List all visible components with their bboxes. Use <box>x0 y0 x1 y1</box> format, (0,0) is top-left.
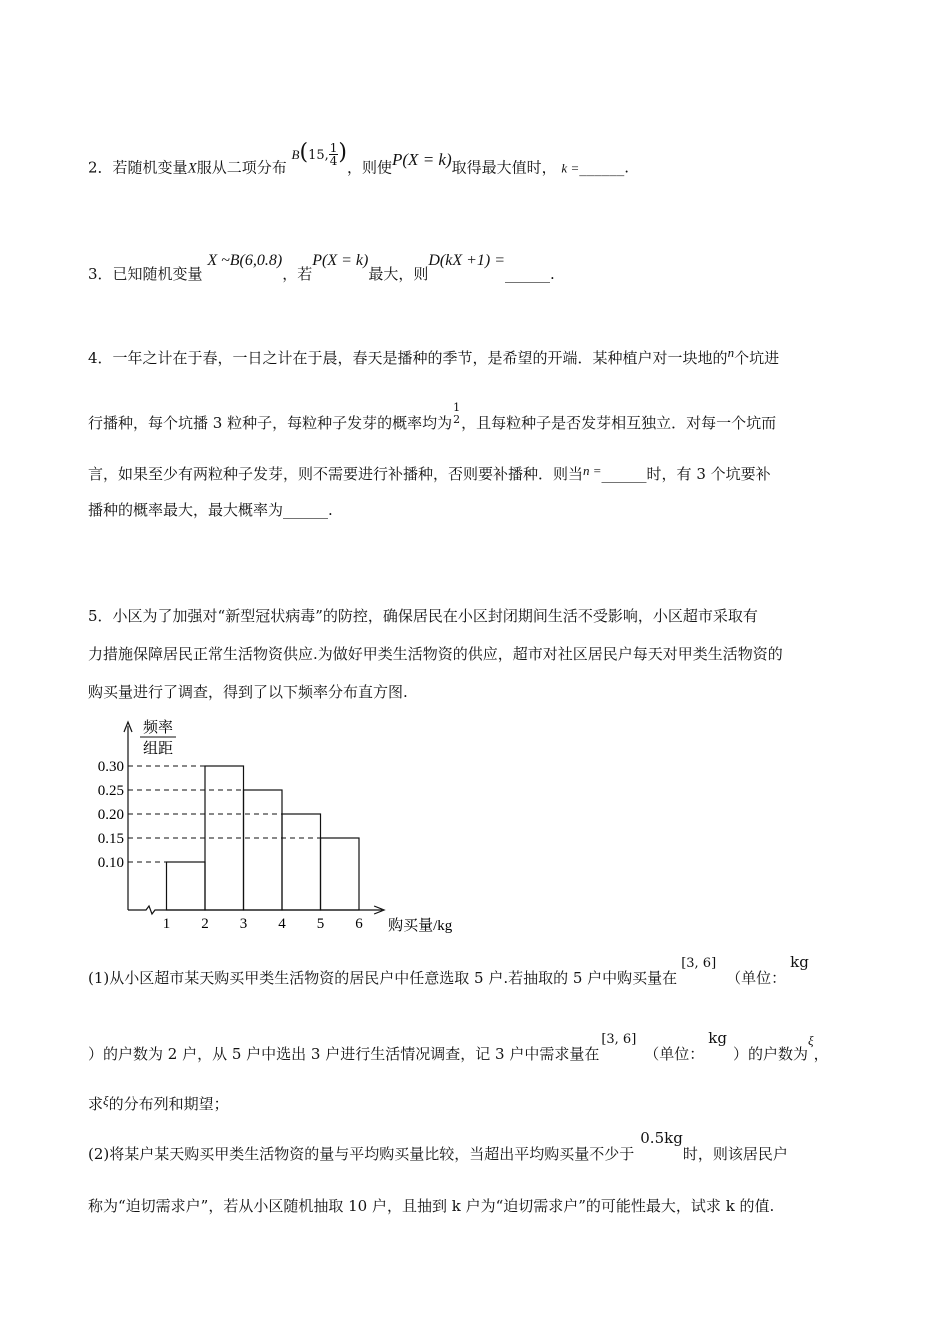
q5-line3: 购买量进行了调查，得到了以下频率分布直方图. <box>88 683 408 701</box>
histogram-bar <box>244 790 283 910</box>
q5-line1: 5．小区为了加强对“新型冠状病毒”的防控，确保居民在小区封闭期间生活不受影响，小区超市采取有 <box>88 607 758 625</box>
q4-line1-b: 个坑进 <box>734 349 780 367</box>
q2-text-d: 取得最大值时， <box>451 158 557 177</box>
x-tick-label: 4 <box>278 916 286 932</box>
y-label-denominator: 组距 <box>142 741 174 757</box>
q2-fraction <box>329 142 339 167</box>
histogram-bar <box>167 862 206 910</box>
q4-line3-a: 言，如果至少有两粒种子发芽，则不需要进行补播种，否则要补播种．则当 <box>88 465 584 483</box>
frequency-histogram <box>88 712 468 942</box>
q5-p1-interval: [3, 6] <box>681 956 717 971</box>
question-2 <box>88 139 629 181</box>
q2-frac-num: 1 <box>329 141 338 155</box>
q3-text-c: 最大，则 <box>368 265 429 283</box>
q4-line2-a: 行播种，每个坑播 3 粒种子，每粒种子发芽的概率均为 <box>88 414 453 432</box>
q5-p1c-xi: ξ <box>103 1093 109 1108</box>
q3-blank: ______ <box>505 265 551 283</box>
y-tick-label: 0.30 <box>97 759 124 775</box>
q4-line1-a: 4．一年之计在于春，一日之计在于晨，春天是播种的季节，是希望的开端．某种植户对一块地的 <box>88 349 728 367</box>
q2-paren-open: ( <box>299 139 309 165</box>
q2-paren-close: ) <box>338 139 347 165</box>
q2-dist-b: B <box>291 146 300 162</box>
q2-end: . <box>624 158 629 177</box>
q4-line4: 播种的概率最大，最大概率为______. <box>88 501 333 519</box>
q5-part1-line-2 <box>88 1029 829 1066</box>
question-4-line-2 <box>88 401 777 436</box>
q5-p1c-b: 的分布列和期望； <box>108 1095 229 1113</box>
question-5-line-2 <box>88 644 783 664</box>
q5-p1-unit: （单位： <box>726 969 787 987</box>
q2-k-eq: k = <box>561 160 580 176</box>
q2-var: X <box>187 160 197 177</box>
question-5-line-3 <box>88 682 408 702</box>
q5-p2-a: (2)将某户某天购买甲类生活物资的量与平均购买量比较，当超出平均购买量不少于 <box>88 1145 635 1163</box>
q2-text-c: ，则使 <box>347 158 393 177</box>
x-tick-label: 6 <box>355 916 363 932</box>
q5-p1c-a: 求 <box>88 1095 104 1113</box>
q4-n-var: n <box>727 345 735 360</box>
y-tick-label: 0.25 <box>97 783 124 799</box>
question-4-line-1 <box>88 345 780 369</box>
question-5-line-1 <box>88 606 758 626</box>
x-tick-label: 2 <box>201 916 209 932</box>
q2-blank: ______ <box>579 158 625 177</box>
x-tick-label: 3 <box>239 916 248 932</box>
question-3 <box>88 252 555 285</box>
q3-end: . <box>550 265 555 283</box>
q2-dist-n: 15, <box>308 147 329 163</box>
q2-prob: P(X = k) <box>392 149 452 169</box>
q3-dist: X ~B(6,0.8) <box>207 252 283 269</box>
q5-p1b-interval: [3, 6] <box>601 1032 637 1047</box>
q4-line2-b: ，且每粒种子是否发芽相互独立．对每一个坑而 <box>461 414 777 432</box>
x-tick-label: 5 <box>316 916 325 932</box>
q5-part2-line-1 <box>88 1129 788 1164</box>
q5-p2-val: 0.5kg <box>640 1129 683 1147</box>
q4-half-den: 2 <box>453 413 461 426</box>
q5-part1-line-1 <box>88 953 809 990</box>
q2-frac-den: 4 <box>329 154 338 168</box>
q5-p2c: 称为“迫切需求户”，若从小区随机抽取 10 户，且抽到 k 户为“迫切需求户”的可能性最大，试求 k 的值. <box>88 1197 775 1215</box>
q2-text-a: 若随机变量 <box>112 158 188 177</box>
histogram-bar <box>321 838 360 910</box>
x-tick-label: 1 <box>162 916 171 932</box>
q3-expr: D(kX +1) = <box>428 252 506 269</box>
q5-p1-kg: kg <box>790 953 809 971</box>
q4-n-eq: n = <box>583 463 602 478</box>
question-4-line-3 <box>88 464 771 485</box>
y-tick-label: 0.10 <box>97 855 124 871</box>
q5-part2-line-2 <box>88 1196 774 1216</box>
x-axis-label: 购买量/kg <box>388 918 453 934</box>
q2-text-b: 服从二项分布 <box>196 158 287 177</box>
histogram-bar <box>282 814 321 910</box>
q5-p1b-c: ， <box>813 1045 829 1063</box>
q5-p1b-unit: （单位： <box>644 1045 705 1063</box>
q5-p1b-kg: kg <box>708 1029 727 1047</box>
q3-prob: P(X = k) <box>312 252 369 269</box>
q4-half-num: 1 <box>453 401 461 414</box>
q5-p1b-b: ）的户数为 <box>733 1045 809 1063</box>
q5-p1-a: (1)从小区超市某天购买甲类生活物资的居民户中任意选取 5 户.若抽取的 5 户中购买量在 <box>88 969 678 987</box>
q4-line3-b: ______时，有 3 个坑要补 <box>601 465 771 483</box>
q3-text-a: 已知随机变量 <box>112 265 203 283</box>
y-tick-label: 0.15 <box>97 831 124 847</box>
q2-number: 2． <box>88 158 113 177</box>
y-label-numerator: 频率 <box>142 720 174 736</box>
q4-half <box>452 402 461 426</box>
q5-part1-line-3 <box>88 1094 229 1115</box>
q5-xi: ξ <box>808 1033 814 1048</box>
q5-line2: 力措施保障居民正常生活物资供应.为做好甲类生活物资的供应，超市对社区居民户每天对甲类生活物资的 <box>88 645 783 663</box>
q3-number: 3． <box>88 265 113 283</box>
q5-p2-b: 时，则该居民户 <box>682 1145 788 1163</box>
y-tick-label: 0.20 <box>97 807 124 823</box>
q5-p1b-a: ）的户数为 2 户，从 5 户中选出 3 户进行生活情况调查，记 3 户中需求量在 <box>88 1045 600 1063</box>
q3-text-b: ，若 <box>282 265 313 283</box>
question-4-line-4 <box>88 500 333 520</box>
